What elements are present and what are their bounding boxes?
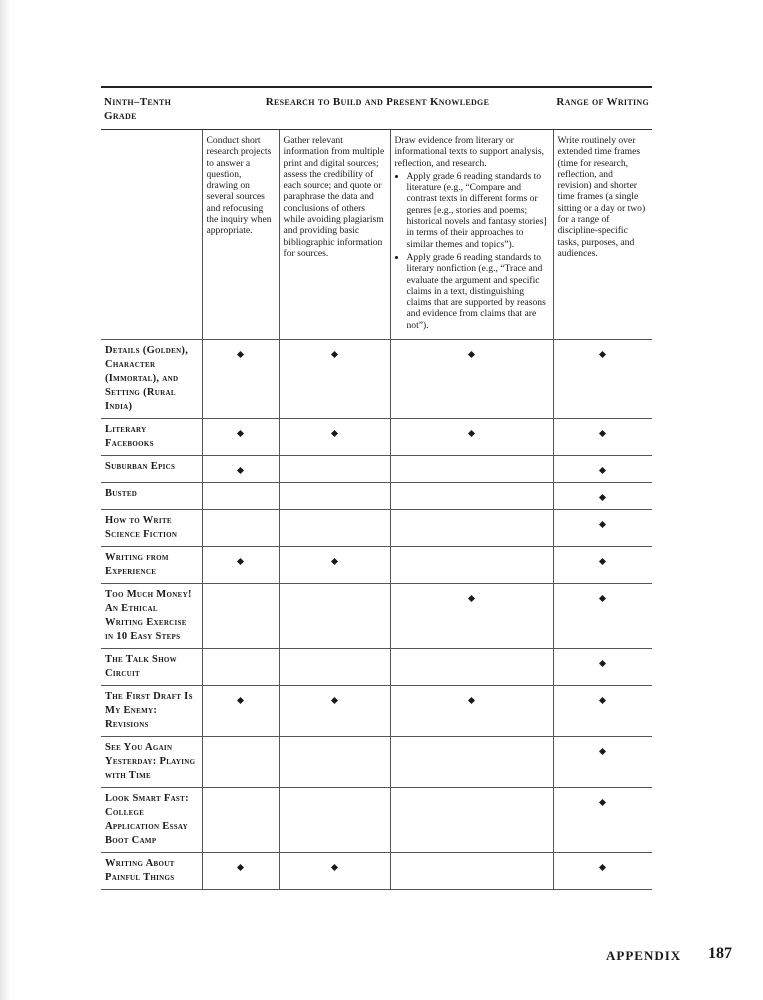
lesson-name: The First Draft Is My Enemy: Revisions <box>101 686 202 737</box>
standard-mark-cell <box>390 649 553 686</box>
standard-mark-cell <box>279 340 390 419</box>
standards-table <box>101 88 652 890</box>
lesson-name: The Talk Show Circuit <box>101 649 202 686</box>
lesson-row <box>101 686 652 737</box>
standard-mark-cell <box>390 584 553 649</box>
standards-row <box>101 130 652 340</box>
standard-mark-cell <box>553 547 652 584</box>
standard-bullet-nonfiction: • Apply grade 6 reading standards to literary nonfiction (e.g., “Trace and evaluate the argument and specific claims in a text, distinguishing claims that are supported by reasons and evidence from claims that are not”). <box>407 252 549 331</box>
standard-mark-cell <box>279 686 390 737</box>
standard-conduct-research: Conduct short research projects to answer a question, drawing on several sources and refocusing the inquiry when appropriate. <box>202 130 279 340</box>
standard-mark-cell <box>279 584 390 649</box>
lesson-row <box>101 737 652 788</box>
lesson-name: Writing from Experience <box>101 547 202 584</box>
standard-mark-cell <box>279 547 390 584</box>
lesson-row <box>101 483 652 510</box>
standard-mark-cell <box>279 510 390 547</box>
diamond-bullet-icon <box>237 864 244 871</box>
standard-mark-cell <box>279 649 390 686</box>
standard-mark-cell <box>390 737 553 788</box>
diamond-bullet-icon <box>599 864 606 871</box>
standard-mark-cell <box>202 853 279 890</box>
header-row <box>101 88 652 130</box>
standard-mark-cell <box>279 788 390 853</box>
diamond-bullet-icon <box>599 430 606 437</box>
standard-mark-cell <box>390 510 553 547</box>
lesson-row <box>101 788 652 853</box>
diamond-bullet-icon <box>599 660 606 667</box>
standard-mark-cell <box>202 510 279 547</box>
standard-mark-cell <box>202 483 279 510</box>
standard-mark-cell <box>553 649 652 686</box>
diamond-bullet-icon <box>331 558 338 565</box>
lesson-row <box>101 419 652 456</box>
lesson-name: Writing About Painful Things <box>101 853 202 890</box>
standard-mark-cell <box>553 737 652 788</box>
diamond-bullet-icon <box>599 467 606 474</box>
research-header: Research to Build and Present Knowledge <box>202 88 553 130</box>
standard-mark-cell <box>279 483 390 510</box>
lesson-name: See You Again Yesterday: Playing with Time <box>101 737 202 788</box>
diamond-bullet-icon <box>331 864 338 871</box>
standard-gather-information: Gather relevant information from multiple print and digital sources; assess the credibility of each source; and quote or paraphrase the data and conclusions of others while avoiding plagiarism and providing basic bibliographic information for sources. <box>279 130 390 340</box>
standard-mark-cell <box>553 788 652 853</box>
standard-mark-cell <box>553 584 652 649</box>
standard-mark-cell <box>202 456 279 483</box>
standard-mark-cell <box>279 456 390 483</box>
standard-mark-cell <box>553 686 652 737</box>
diamond-bullet-icon <box>237 697 244 704</box>
range-header: Range of Writing <box>553 88 652 130</box>
standard-mark-cell <box>202 788 279 853</box>
standard-mark-cell <box>390 483 553 510</box>
diamond-bullet-icon <box>237 467 244 474</box>
standard-draw-evidence <box>390 130 553 340</box>
diamond-bullet-icon <box>237 558 244 565</box>
standard-mark-cell <box>390 456 553 483</box>
diamond-bullet-icon <box>237 430 244 437</box>
grade-header: Ninth–Tenth Grade <box>101 88 202 130</box>
standards-page <box>101 86 652 890</box>
page-edge-shadow <box>0 0 10 1000</box>
lesson-row <box>101 649 652 686</box>
diamond-bullet-icon <box>331 351 338 358</box>
diamond-bullet-icon <box>599 521 606 528</box>
lesson-row <box>101 456 652 483</box>
diamond-bullet-icon <box>599 558 606 565</box>
footer-section-label: APPENDIX <box>606 948 682 963</box>
lesson-name: Suburban Epics <box>101 456 202 483</box>
standard-mark-cell <box>390 686 553 737</box>
diamond-bullet-icon <box>331 430 338 437</box>
diamond-bullet-icon <box>599 595 606 602</box>
standard-bullet-list <box>395 171 549 331</box>
standard-mark-cell <box>202 419 279 456</box>
standard-write-routinely: Write routinely over extended time frames (time for research, reflection, and revision) and shorter time frames (a single sitting or a day or two) for a range of discipline-specific tasks, purposes, and audiences. <box>553 130 652 340</box>
diamond-bullet-icon <box>599 697 606 704</box>
diamond-bullet-icon <box>468 351 475 358</box>
diamond-bullet-icon <box>468 595 475 602</box>
standard-mark-cell <box>279 737 390 788</box>
lesson-name: How to Write Science Fiction <box>101 510 202 547</box>
diamond-bullet-icon <box>331 697 338 704</box>
standard-mark-cell <box>553 340 652 419</box>
standard-mark-cell <box>553 510 652 547</box>
standard-mark-cell <box>202 737 279 788</box>
lesson-row <box>101 340 652 419</box>
lesson-row <box>101 853 652 890</box>
standard-mark-cell <box>202 649 279 686</box>
diamond-bullet-icon <box>599 748 606 755</box>
standard-mark-cell <box>202 686 279 737</box>
lesson-name: Look Smart Fast: College Application Essay Boot Camp <box>101 788 202 853</box>
standard-mark-cell <box>390 419 553 456</box>
standard-mark-cell <box>202 547 279 584</box>
standard-mark-cell <box>553 456 652 483</box>
diamond-bullet-icon <box>599 494 606 501</box>
standard-draw-evidence-intro: Draw evidence from literary or informational texts to support analysis, reflection, and research. <box>394 135 544 169</box>
standard-mark-cell <box>279 853 390 890</box>
standard-mark-cell <box>279 419 390 456</box>
lesson-row <box>101 584 652 649</box>
diamond-bullet-icon <box>468 430 475 437</box>
page-number: 187 <box>708 945 732 962</box>
lesson-row <box>101 510 652 547</box>
diamond-bullet-icon <box>237 351 244 358</box>
standard-mark-cell <box>390 547 553 584</box>
diamond-bullet-icon <box>599 799 606 806</box>
diamond-bullet-icon <box>468 697 475 704</box>
standard-mark-cell <box>553 419 652 456</box>
standard-mark-cell <box>390 853 553 890</box>
lesson-name: Too Much Money! An Ethical Writing Exercise in 10 Easy Steps <box>101 584 202 649</box>
diamond-bullet-icon <box>599 351 606 358</box>
standard-mark-cell <box>553 483 652 510</box>
lesson-name: Literary Facebooks <box>101 419 202 456</box>
standard-mark-cell <box>390 788 553 853</box>
lesson-name: Busted <box>101 483 202 510</box>
lesson-row <box>101 547 652 584</box>
standard-mark-cell <box>390 340 553 419</box>
standard-bullet-literature: • Apply grade 6 reading standards to literature (e.g., “Compare and contrast texts in different forms or genres [e.g., stories and poems; historical novels and fantasy stories] in terms of their approaches to similar themes and topics”). <box>407 171 549 250</box>
lesson-name: Details (Golden), Character (Immortal), and Setting (Rural India) <box>101 340 202 419</box>
standard-mark-cell <box>202 584 279 649</box>
standard-mark-cell <box>202 340 279 419</box>
empty-cell <box>101 130 202 340</box>
standard-mark-cell <box>553 853 652 890</box>
